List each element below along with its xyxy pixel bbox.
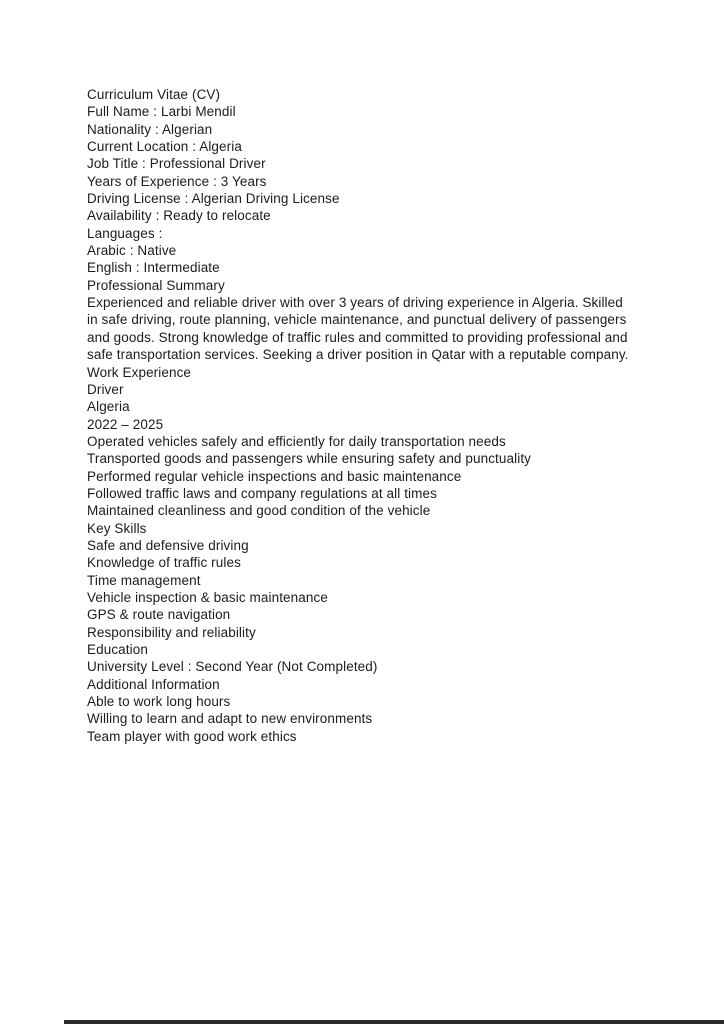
duty-line: Performed regular vehicle inspections and basic maintenance: [87, 468, 462, 484]
personal-info-section: [87, 103, 635, 224]
skill-line: Responsibility and reliability: [87, 624, 256, 640]
personal-info-line: Driving License : Algerian Driving License: [87, 191, 340, 207]
key-skills-list: [87, 537, 635, 641]
personal-info-line: Availability : Ready to relocate: [87, 208, 271, 224]
skill-line: Knowledge of traffic rules: [87, 555, 241, 571]
language-line: English : Intermediate: [87, 260, 220, 276]
skill-line: Time management: [87, 572, 201, 588]
skill-line: Safe and defensive driving: [87, 537, 249, 553]
duty-line: Transported goods and passengers while ensuring safety and punctuality: [87, 451, 532, 467]
summary-paragraph: Experienced and reliable driver with over 3 years of driving experience in Algeria. Skilled in safe driving, route planning, vehicle maintenance, and punctual delivery of passengers and goods. Strong knowledge of traffic rules and committed to providing professional and safe transportation services. Seeking a driver position in Qatar with a reputable company.: [87, 295, 632, 363]
job-period: 2022 – 2025: [87, 416, 164, 432]
additional-info-list: [87, 693, 635, 745]
education-heading: Education: [87, 642, 148, 657]
personal-info-line: Nationality : Algerian: [87, 121, 213, 137]
job-role: Driver: [87, 381, 124, 397]
job-duties-list: [87, 433, 635, 520]
personal-info-line: Job Title : Professional Driver: [87, 156, 266, 172]
page-bottom-edge: [64, 1020, 724, 1024]
work-experience-heading: Work Experience: [87, 364, 192, 380]
duty-line: Maintained cleanliness and good condition of the vehicle: [87, 503, 431, 519]
personal-info-line: Full Name : Larbi Mendil: [87, 104, 236, 120]
additional-info-line: Willing to learn and adapt to new environments: [87, 711, 373, 727]
language-line: Arabic : Native: [87, 243, 177, 259]
summary-heading: Professional Summary: [87, 277, 225, 293]
duty-line: Operated vehicles safely and efficiently for daily transportation needs: [87, 433, 506, 449]
additional-info-line: Able to work long hours: [87, 694, 231, 710]
skill-line: GPS & route navigation: [87, 607, 231, 623]
additional-info-line: Team player with good work ethics: [87, 728, 297, 744]
personal-info-line: Current Location : Algeria: [87, 139, 242, 155]
key-skills-heading: Key Skills: [87, 520, 147, 536]
languages-list: [87, 242, 635, 277]
document-title: Curriculum Vitae (CV): [87, 87, 221, 102]
personal-info-line: Years of Experience : 3 Years: [87, 173, 267, 189]
cv-document: [87, 86, 635, 745]
languages-heading: Languages :: [87, 225, 163, 241]
additional-info-heading: Additional Information: [87, 676, 220, 692]
duty-line: Followed traffic laws and company regulations at all times: [87, 485, 437, 501]
education-detail: University Level : Second Year (Not Completed): [87, 659, 378, 675]
skill-line: Vehicle inspection & basic maintenance: [87, 589, 328, 605]
job-location: Algeria: [87, 399, 130, 415]
